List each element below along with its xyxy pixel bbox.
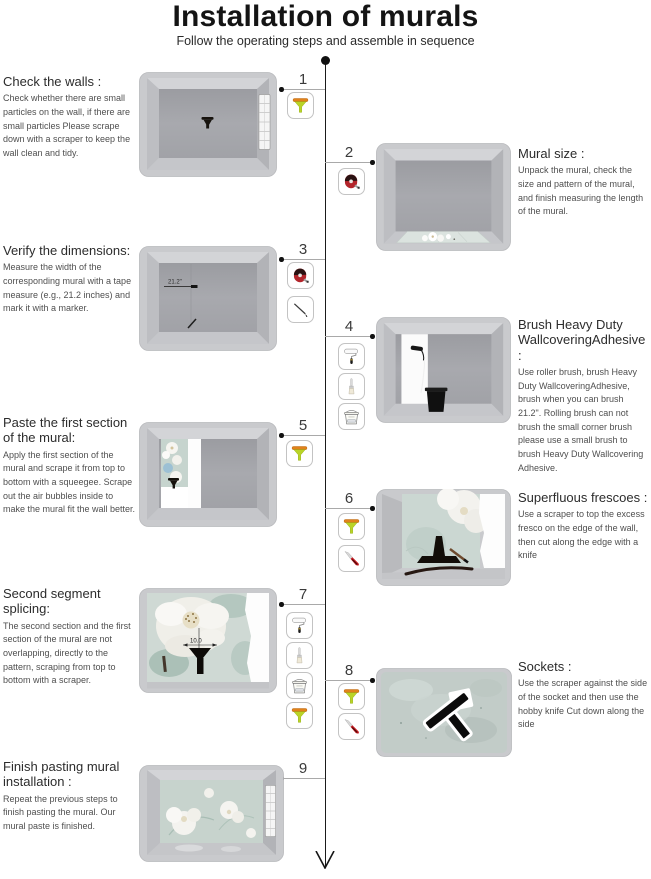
step-3-image: [139, 246, 277, 351]
step-9-connector: [282, 778, 325, 779]
step-6-connector-dot: [370, 506, 375, 511]
step-6-heading: Superfluous frescoes :: [518, 490, 648, 505]
measurement-label: 10.0: [190, 638, 202, 645]
floor: [147, 843, 276, 855]
step-3-number: 3: [298, 241, 308, 258]
step-1-heading: Check the walls :: [3, 74, 102, 89]
squeegee-icon: [338, 513, 365, 540]
tape-measure-icon: [287, 262, 314, 289]
squeegee-icon: [338, 683, 365, 710]
step-4-body: Use roller brush, brush Heavy Duty WallcoveringAdhesive, brush when you can brush 21.2". Rolling brush can not brush the small corner brush please use a small brush to brush Heavy Duty Wallcovering Adhesive.: [518, 366, 644, 473]
step-1-connector: [282, 89, 325, 90]
step-7-text: [3, 586, 137, 688]
step-8-connector: [325, 680, 372, 681]
step-3-text: [3, 243, 137, 316]
step-6-number: 6: [344, 490, 354, 507]
page-title: Installation of murals: [172, 0, 479, 33]
step-2-body: Unpack the mural, check the size and pattern of the mural, and finish measuring the length of the mural.: [518, 165, 644, 217]
side-wall: [382, 494, 402, 577]
step-7-heading: Second segment splicing:: [3, 586, 101, 617]
step-8-heading: Sockets :: [518, 659, 572, 674]
step-6-body: Use a scraper to top the excess fresco on the edge of the wall, then cut along the edge with a knife: [518, 509, 645, 561]
step-6-connector: [325, 508, 372, 509]
step-7-connector: [282, 604, 325, 605]
step-2-number: 2: [344, 144, 354, 161]
step-6-image: [376, 489, 511, 586]
radiator: [265, 785, 275, 836]
step-5-number: 5: [298, 417, 308, 434]
knife-icon: [338, 545, 365, 572]
tape-measure-icon: [338, 168, 365, 195]
step-4-connector-dot: [370, 334, 375, 339]
step-7-image: [139, 588, 277, 693]
step-7-body: The second section and the first section of the mural are not overlapping, directly to the pattern, scraping from top to bottom with a scraper.: [3, 620, 131, 686]
step-9-text: [3, 759, 136, 834]
marker-icon: [287, 296, 314, 323]
step-3-connector-dot: [279, 257, 284, 262]
step-8-number: 8: [344, 662, 354, 679]
brush-icon: [338, 373, 365, 400]
step-8-image: [376, 668, 512, 757]
floor: [147, 682, 269, 689]
measurement-label: 21.2": [168, 279, 182, 286]
step-1-text: [3, 74, 136, 161]
timeline-arrow-icon: [314, 851, 336, 874]
knife-icon: [338, 713, 365, 740]
step-2-heading: Mural size :: [518, 146, 585, 161]
step-1-number: 1: [298, 71, 308, 88]
step-2-connector: [325, 162, 372, 163]
step-7-connector-dot: [279, 602, 284, 607]
page-subtitle: Follow the operating steps and assemble in sequence: [176, 34, 475, 48]
squeegee-icon: [287, 92, 314, 119]
step-7-number: 7: [298, 586, 308, 603]
step-5-connector: [282, 435, 325, 436]
step-3-heading: Verify the dimensions:: [3, 243, 131, 258]
step-9-heading: Finish pasting mural installation :: [3, 759, 120, 790]
squeegee-icon: [286, 440, 313, 467]
step-2-connector-dot: [370, 160, 375, 165]
paste-bucket-icon: [286, 672, 313, 699]
step-2-text: [518, 146, 649, 219]
timeline-line: [325, 60, 327, 868]
step-8-body: Use the scraper against the side of the socket and then use the hobby knife Cut down along the side: [518, 678, 648, 730]
radiator: [259, 94, 270, 149]
step-5-text: [3, 415, 136, 517]
paste-bucket-icon: [338, 403, 365, 430]
step-8-text: [518, 659, 649, 732]
step-1-body: Check whether there are small particles on the wall, if there are small particles Please scrape down with a scraper to keep the wall clean and tidy.: [3, 93, 131, 159]
step-4-connector: [325, 336, 372, 337]
step-9-image: [139, 765, 284, 862]
timeline-start-dot: [321, 56, 330, 65]
blank-strip: [188, 439, 201, 508]
step-9-body: Repeat the previous steps to finish pasting the mural. Our mural paste is finished.: [3, 793, 118, 831]
step-1-connector-dot: [279, 87, 284, 92]
step-2-image: [376, 143, 511, 251]
roller-icon: [286, 612, 313, 639]
step-5-body: Apply the first section of the mural and scrape it from top to bottom with a squeegee. Scrape out the air bubbles inside to make the mural fit the wall better.: [3, 449, 136, 515]
step-9-number: 9: [298, 760, 308, 777]
step-3-body: Measure the width of the corresponding mural with a tape measure (e.g., 21.2 inches) and mark it with a marker.: [3, 262, 132, 314]
step-4-image: [376, 317, 511, 423]
step-4-heading: Brush Heavy Duty WallcoveringAdhesive :: [518, 317, 646, 363]
step-8-connector-dot: [370, 678, 375, 683]
step-3-connector: [282, 259, 325, 260]
roller-icon: [338, 343, 365, 370]
step-5-heading: Paste the first section of the mural:: [3, 415, 128, 446]
step-4-text: [518, 317, 649, 475]
step-1-image: [139, 72, 277, 177]
step-5-connector-dot: [279, 433, 284, 438]
step-6-text: [518, 490, 650, 563]
step-4-number: 4: [344, 318, 354, 335]
squeegee-icon: [286, 702, 313, 729]
brush-icon: [286, 642, 313, 669]
step-5-image: [139, 422, 277, 527]
